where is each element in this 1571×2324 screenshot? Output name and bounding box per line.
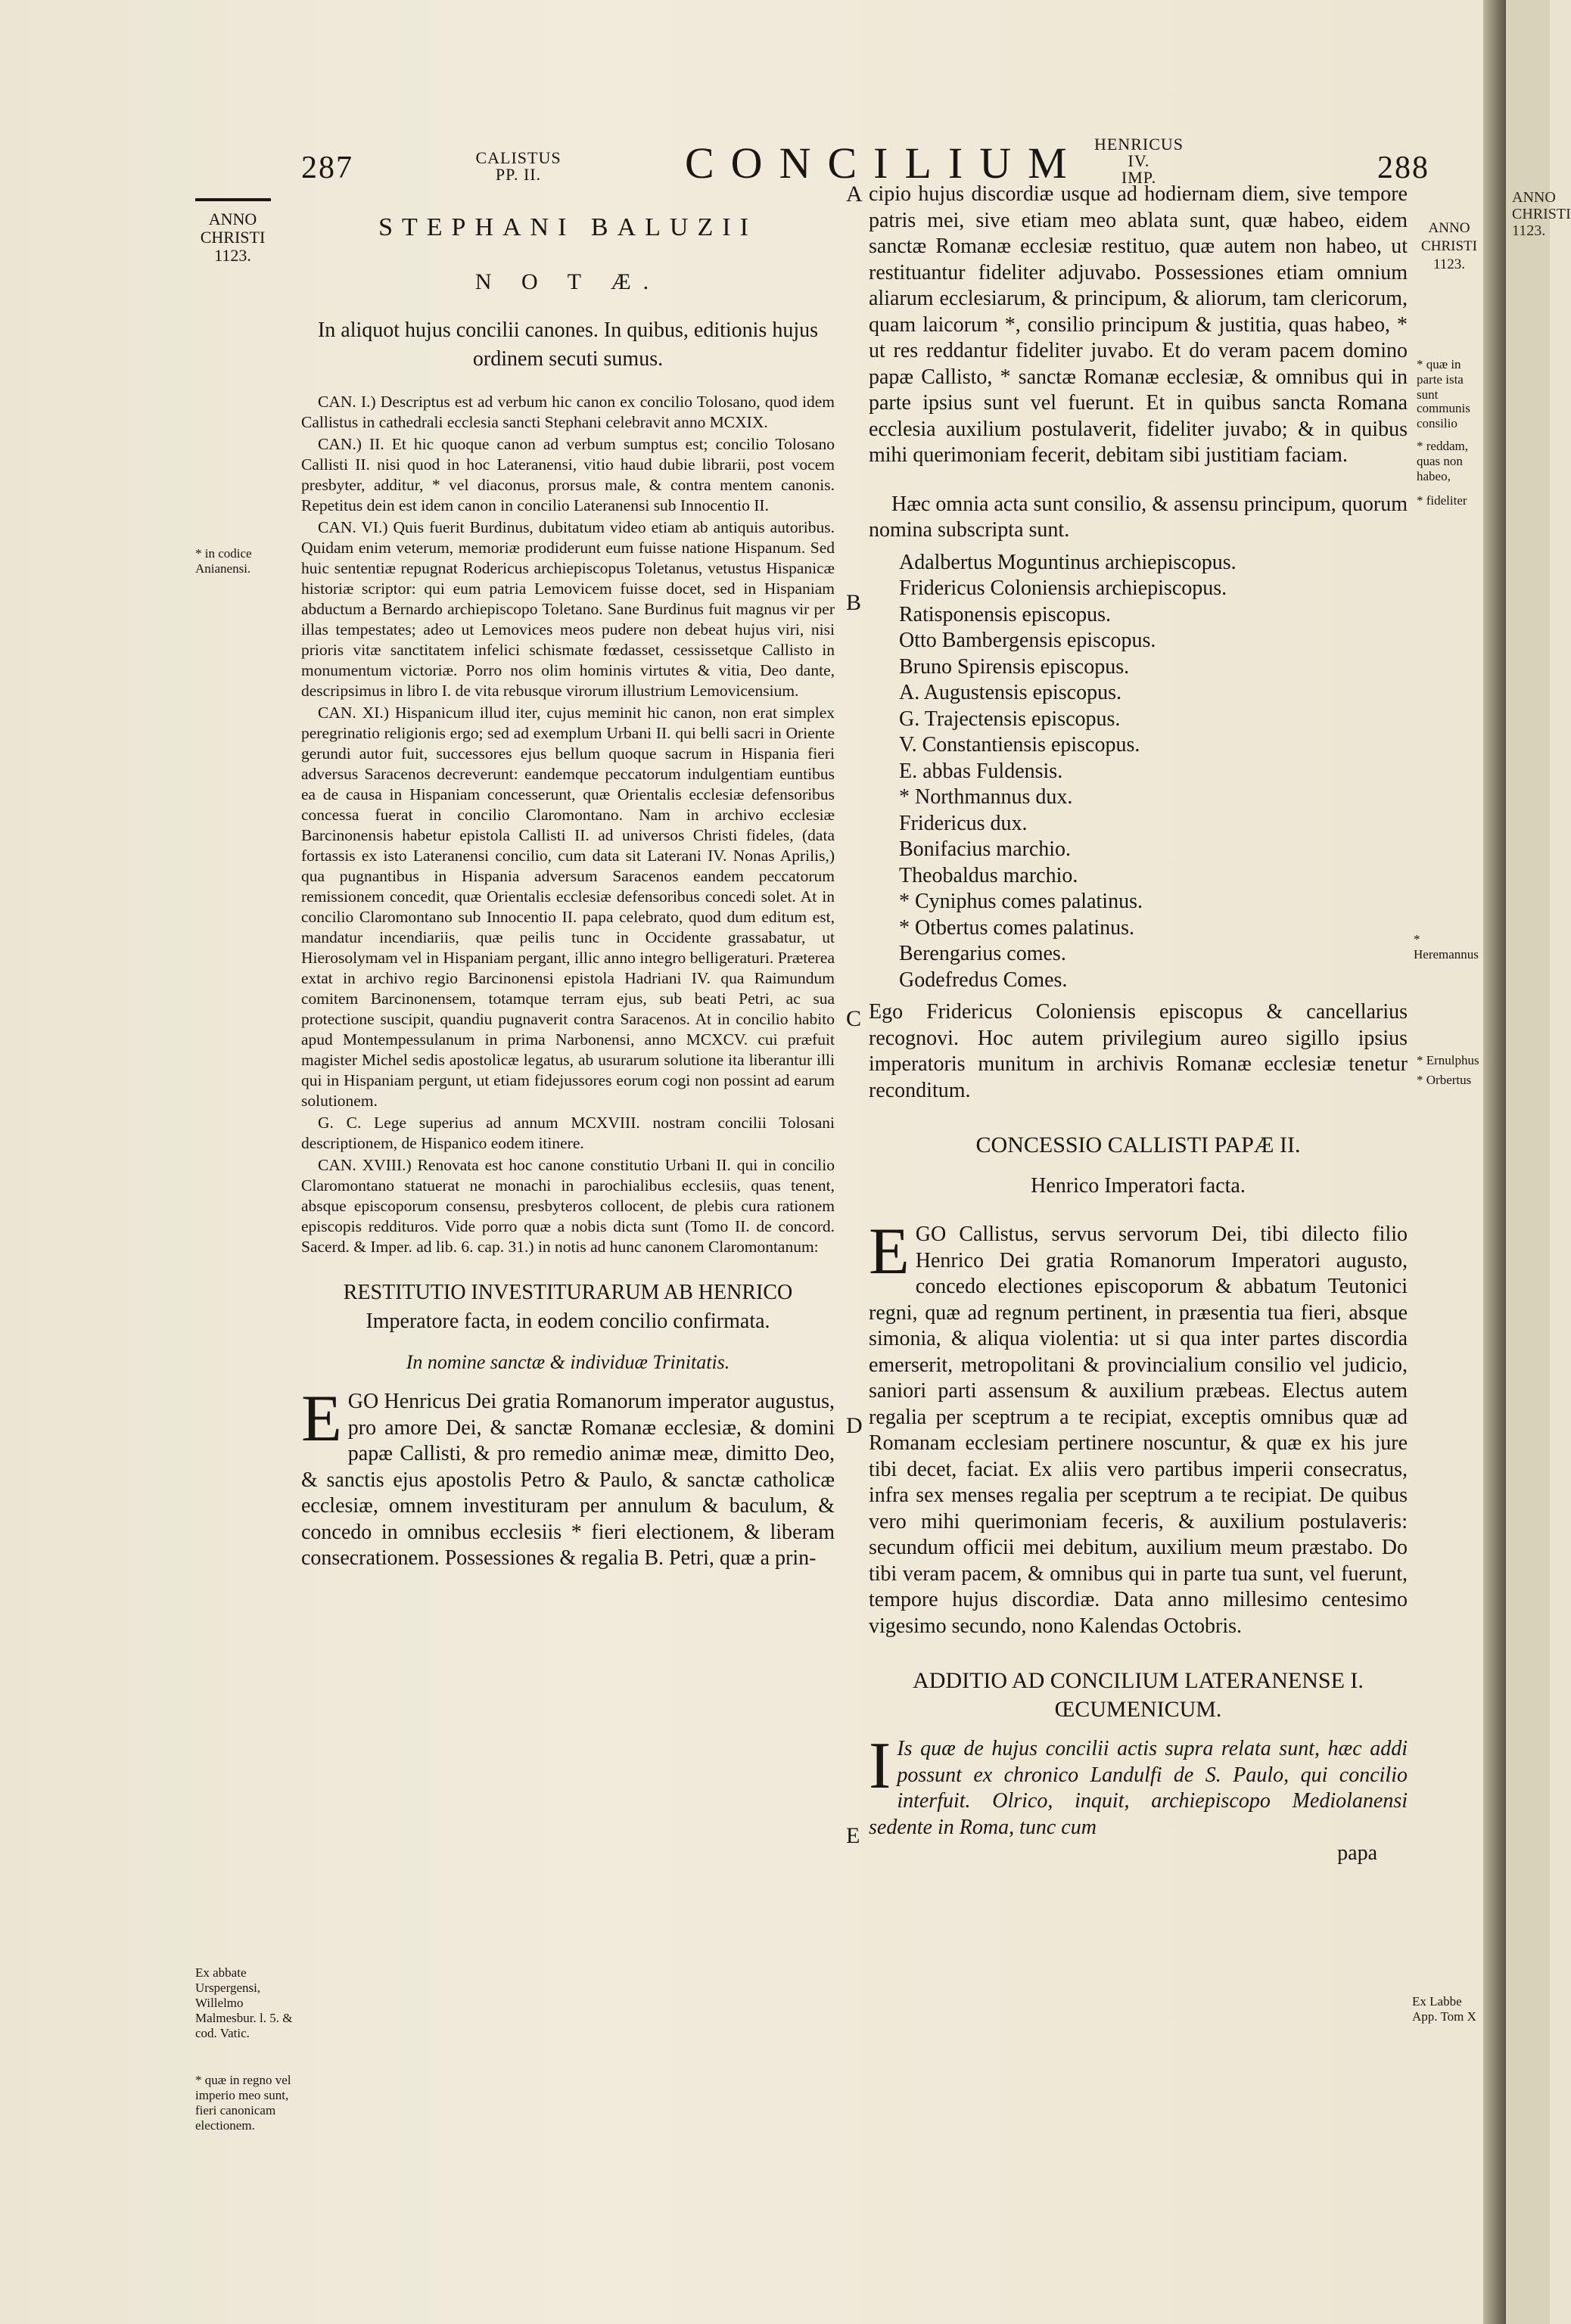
margin-note-r3: * reddam, quas non habeo,	[1417, 439, 1468, 483]
signer: * Northmannus dux.	[899, 785, 1073, 809]
additio-title: ADDITIO AD CONCILIUM LATERANENSE I. ŒCUMENICUM.	[913, 1668, 1364, 1722]
anno-label: ANNO	[208, 210, 257, 228]
running-head-right-line2: IMP.	[1121, 168, 1157, 187]
signer: Theobaldus marchio.	[899, 863, 1078, 887]
anno-rule-left	[195, 198, 271, 201]
page-number-right: 288	[1377, 151, 1429, 185]
margin-note-r5: * Heremannus	[1414, 932, 1479, 962]
concessio-text: GO Callistus, servus servorum Dei, tibi dilecto filio Henrico Dei gratia Romanorum Imperatori augusto, concedo electiones episcoporum & abbatum Teutonici regni, quæ ad regnum pertinent, in præsentia tua fieri, absque simonia, & aliqua violentia: ut si qua inter partes discordia emerserit, metropolitani & provincialium consilio vel judicio, saniori parti assensum & auxilium præbeas. Electus autem regalia per sceptrum a te recipiat, exceptis omnibus quæ ad Romanam ecclesiam pertinere noscuntur, & quæ ex his jure tibi decet, faciat. Ex aliis vero partibus imperii consecratus, infra sex menses regalia per sceptrum a te recipiat. De quibus vero mihi querimoniam feceris, & auxilium postulaveris: secundum officii mei debitum, auxilium meum præstabo. Do tibi veram pacem, & omnibus qui in parte tua sunt, vel fuerunt, tempore hujus discordiæ. Data anno millesimo centesimo vigesimo secundo, nono Kalendas Octobris.	[869, 1223, 1408, 1638]
margin-note-ursperg: Ex abbate Urspergensi, Willelmo Malmesbur. l. 5. & cod. Vatic.	[195, 1965, 293, 2040]
next-page-year: 1123.	[1512, 222, 1546, 239]
concessio-title: CONCESSIO CALLISTI PAPÆ II.	[975, 1132, 1301, 1157]
notae-title: N O T Æ.	[474, 269, 661, 294]
additio-text: Is quæ de hujus concilii actis supra relata sunt, hæc addi possunt ex chronico Landulfi de S. Paulo, qui concilio interfuit. Olrico, inquit, archiepiscopo Mediolanensi sedente in Roma, tunc cum	[869, 1737, 1408, 1839]
note-can-11: CAN. XI.) Hispanicum illud iter, cujus meminit hic canon, non erat simplex peregrinatio religionis ergo; sed ad exemplum Urbani II. qui belli sacri in Oriente gerundi autor fuit, successores ejus bellum quoque sacrum in Hispania fieri adversus Saracenos decreverunt: eandemque peccatorum indulgentiam euntibus ea de causa in Hispaniam concesserunt, quæ Orientalis ecclesiæ defensoribus concessa fuerat in concilio Claromontano. Nam in archivo ecclesiæ Barcinonensis habetur epistola Callisti II. ad universos Christi fideles, (data fortassis ex isto Lateranensi concilio, cum data sit Laterani IV. Nonas Aprilis,) qua pugnantibus in Hispania adversum Saracenos eandem peccatorum remissionem concedit, quæ Orientalis ecclesiæ defensoribus concedi solet. At in concilio Claromontano sub Innocentio II. papa celebrato, quod dum editum est, mandatur incendiariis, quæ peilis tunc in Occidente grassabatur, ut Hierosolymam vel in Hispaniam pergant, illic anno integro belligeraturi. Præterea extat in archivo regio Barcinonensi epistola Hadriani IV. qua Raimundum comitem Barcinonensem, totamque terram ejus, sub beati Petri, ac sua protectione suscipit, quandiu pugnaverit contra Saracenos. At in concilio habito apud Montempessulanum in prima Narbonensi, anno MCXCV. cui præfuit magister Michel sedis apostolicæ legatus, ab usurarum solutione ita liberantur illi qui in Hispaniam pergunt, ut etiam fidejussores eorum cogi non possint ad earum solutionem.	[301, 704, 835, 1110]
additio-dropcap: I	[869, 1729, 891, 1803]
concessio-subtitle: Henrico Imperatori facta.	[1031, 1174, 1246, 1198]
restitutio-dropcap: E	[301, 1382, 342, 1456]
signer: E. abbas Fuldensis.	[899, 759, 1063, 783]
next-page-christi: CHRISTI	[1512, 206, 1571, 222]
running-head-right	[1082, 136, 1196, 186]
note-can-6: CAN. VI.) Quis fuerit Burdinus, dubitatum video etiam ab antiquis autoribus. Quidam enim veterum, memoriæ prodiderunt eum fuisse natione Hispanum. Sed huic sententiæ repugnat Rodericus archiepiscopus Toletanus, vetustus Hispanicæ historiæ scriptor: qui eum patria Lemovicem fuisse docet, sed in Hispaniam abductum a Bernardo archiepiscopo Toletano. Sane Burdinus fuit magnus vir per illas tempestates; adeo ut Lemovices meos pudere non debeat hujus viri, nisi prioris vitæ sanctitatem infelici schismate fœdasset, cessissetque Callisto in monumentum victoriæ. Porro nos olim hominis virtutes & vitia, Deo dante, descripsimus in libro I. de vita rebusque virorum illustrium Lemovicensium.	[301, 518, 835, 700]
note-can-18: CAN. XVIII.) Renovata est hoc canone constitutio Urbani II. qui in concilio Claromontano statuerat ne monachi in parochialibus ecclesiis, quas tenent, absque episcoporum consensu, presbyteros collocent, de plebis cura rationem episcopis reddituros. Vide porro quæ a nobis dicta sunt (Tomo II. de concord. Sacerd. & Imper. ad lib. 6. cap. 31.) in notis ad hunc canonem Claromontanum:	[301, 1156, 835, 1256]
restitutio-title: RESTITUTIO INVESTITURARUM AB HENRICO Imperatore facta, in eodem concilio confirmata.	[343, 1281, 793, 1333]
margin-note-ursperg2: * quæ in regno vel imperio meo sunt, fieri canonicam electionem.	[195, 2073, 291, 2133]
left-column	[301, 204, 835, 1572]
signers-list	[869, 550, 1408, 994]
book-gutter	[1483, 0, 1506, 2324]
signer: * Cyniphus comes palatinus.	[899, 890, 1143, 913]
canon-notes	[301, 392, 835, 1257]
signer: Adalbertus Moguntinus archiepiscopus.	[899, 550, 1237, 574]
running-head-left-line2: PP. II.	[495, 165, 542, 184]
signer: A. Augustensis episcopus.	[899, 681, 1121, 704]
margin-note-r2: communis consilio	[1417, 401, 1470, 430]
concessio-text-block	[869, 1215, 1408, 1639]
section-letter-c: C	[846, 1006, 862, 1031]
signer: Bruno Spirensis episcopus.	[899, 654, 1130, 679]
signer: Otto Bambergensis episcopus.	[899, 629, 1156, 652]
signer: Bonifacius marchio.	[899, 837, 1072, 861]
signer: * Otbertus comes palatinus.	[899, 915, 1135, 940]
running-head-left-line1: CALISTUS	[475, 148, 562, 167]
additio-text-block	[869, 1729, 1408, 1841]
margin-note-codice: * in codice Anianensi.	[195, 546, 252, 576]
right-column	[869, 182, 1408, 1867]
anno-label-right: ANNO	[1428, 220, 1470, 236]
margin-note-r1: * quæ in parte ista sunt	[1417, 357, 1464, 402]
running-head-right-line1: HENRICUS IV.	[1093, 135, 1184, 170]
notae-intro: In aliquot hujus concilii canones. In quibus, editionis hujus ordinem secuti sumus.	[317, 318, 819, 371]
margin-note-r4: * fideliter	[1417, 493, 1467, 508]
next-page-edge	[1506, 0, 1571, 2324]
margin-note-r8: Ex Labbe App. Tom X	[1412, 1994, 1476, 2024]
restitutio-continued: cipio hujus discordiæ usque ad hodiernam diem, sive tempore patris mei, sive etiam meo ablata sunt, quæ habeo, eidem sanctæ Romanæ ecclesiæ restituo, quæ autem non habeo, ut restituantur fideliter adjuvabo. Possessiones etiam omnium aliarum ecclesiarum, & principum, & aliorum, tam clericorum, quam laicorum *, consilio principum & justitia, quas habeo, * ut res reddantur fideliter juvabo. Et do veram pacem domino papæ Callisto, * sanctæ Romanæ ecclesiæ, & omnibus qui in parte ipsius sunt vel fuerunt. Et in quibus sancta Romana ecclesia auxilium postulaverit, fideliter juvabo; & in quibus mihi querimoniam fecerit, debitam sibi justitiam faciam.	[869, 182, 1408, 467]
recognition-paragraph: Ego Fridericus Coloniensis episcopus & cancellarius recognovi. Hoc autem privilegium aureo sigillo ipsius imperatoris munitum in archivis Romanæ ecclesiæ tenetur reconditum.	[869, 1000, 1408, 1102]
anno-block-right	[1415, 219, 1483, 274]
margin-note-r7: * Orbertus	[1417, 1073, 1472, 1087]
margin-note-r6: * Ernulphus	[1417, 1053, 1479, 1067]
section-letter-d: D	[846, 1413, 863, 1438]
anno-christi-right: CHRISTI	[1421, 238, 1477, 254]
signer: G. Trajectensis episcopus.	[899, 707, 1121, 731]
note-can-2: CAN.) II. Et hic quoque canon ad verbum sumptus est; concilio Tolosano Callisti II. nisi quod in hoc Lateranensi, vitio haud dubie librarii, post vocem presbyter, additur, * vel diaconus, prorsus male, & contra mentem canonis. Repetitus dein est idem canon in concilio Lateranensi sub Innocentio II.	[301, 435, 835, 514]
note-can-1: CAN. I.) Descriptus est ad verbum hic canon ex concilio Tolosano, quod idem Callistus in cathedrali ecclesia sancti Stephani celebravit anno MCXIX.	[301, 393, 835, 431]
catchword: papa	[1337, 1841, 1377, 1865]
signer: Fridericus dux.	[899, 811, 1028, 835]
section-letter-b: B	[846, 590, 862, 615]
anno-year-right: 1123.	[1433, 256, 1466, 272]
anno-christi: CHRISTI	[200, 228, 266, 247]
anno-year: 1123.	[214, 246, 251, 265]
baluzii-title: STEPHANI BALUZII	[378, 213, 758, 241]
page-number-left: 287	[301, 151, 353, 185]
anno-block-left	[189, 210, 276, 265]
section-letter-e: E	[846, 1823, 860, 1848]
note-gc: G. C. Lege superius ad annum MCXVIII. nostram concilii Tolosani descriptionem, de Hispanico eodem itinere.	[301, 1114, 835, 1152]
consent-paragraph: Hæc omnia acta sunt consilio, & assensu principum, quorum nomina subscripta sunt.	[869, 492, 1408, 542]
restitutio-text-block	[301, 1382, 835, 1572]
signer: Ratisponensis episcopus.	[899, 602, 1111, 626]
signer: Godefredus Comes.	[899, 968, 1068, 992]
section-letter-a: A	[846, 182, 863, 207]
concessio-dropcap: E	[869, 1215, 910, 1288]
signer: V. Constantiensis episcopus.	[899, 733, 1140, 757]
next-page-anno: ANNO	[1512, 189, 1556, 206]
running-head-left	[469, 150, 568, 183]
restitutio-invocation: In nomine sanctæ & individuæ Trinitatis.	[406, 1351, 730, 1373]
signer: Berengarius comes.	[899, 942, 1066, 965]
running-title: CONCILIUM	[685, 138, 1084, 188]
signer: Fridericus Coloniensis archiepiscopus.	[899, 576, 1227, 600]
restitutio-text: GO Henricus Dei gratia Romanorum imperator augustus, pro amore Dei, & sanctæ Romanæ ecclesiæ, & domini papæ Callisti, & pro remedio animæ meæ, dimitto Deo, & sanctis ejus apostolis Petro & Paulo, & sanctæ catholicæ ecclesiæ, omnem investituram per annulum & baculum, & concedo in omnibus ecclesiis * fieri electionem, & liberam consecrationem. Possessiones & regalia B. Petri, quæ a prin-	[301, 1390, 835, 1570]
